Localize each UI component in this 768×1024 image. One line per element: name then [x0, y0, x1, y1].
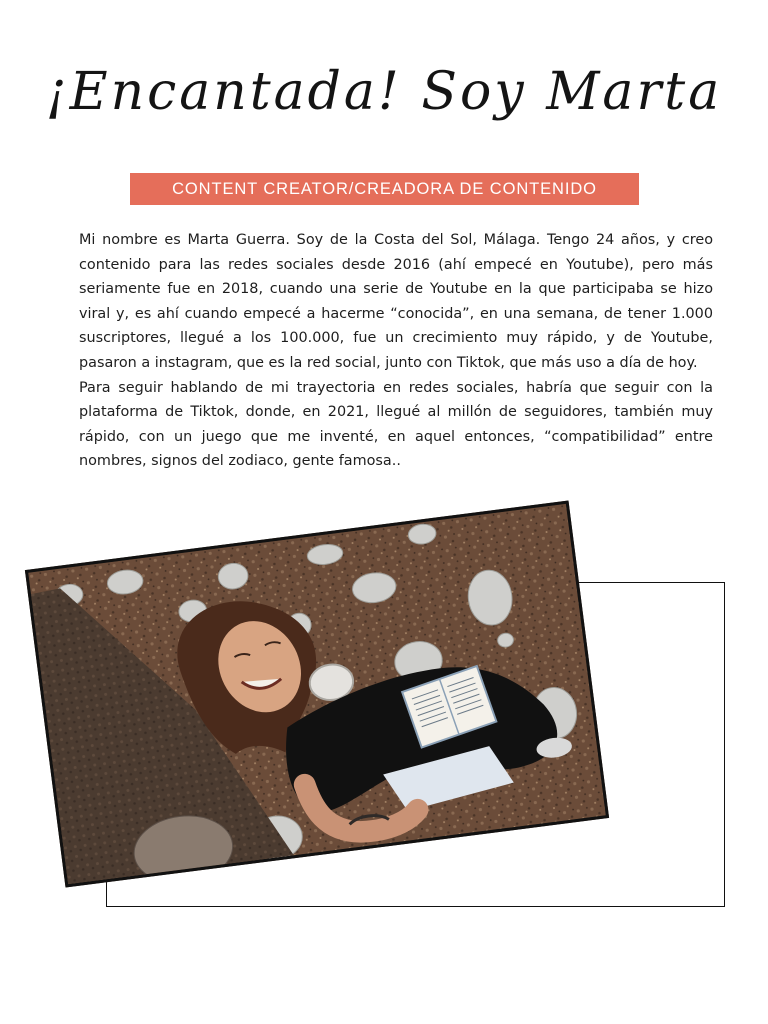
profile-photo-illustration — [28, 504, 606, 884]
bio-text — [79, 228, 713, 474]
bio-paragraph: Mi nombre es Marta Guerra. Soy de la Costa del Sol, Málaga. Tengo 24 años, y creo contenido para las redes sociales desde 2016 (ahí empecé en Youtube), pero más seriamente fue en 2018, cuando una serie de Youtube en la que participaba se hizo viral y, es ahí cuando empecé a hacerme “conocida”, en una semana, de tener 1.000 suscriptores, llegué a los 100.000, fue un crecimiento muy rápido, y de Youtube, pasaron a instagram, que es la red social, junto con Tiktok, que más uso a día de hoy. — [79, 232, 713, 371]
bio-paragraph: Para seguir hablando de mi trayectoria en redes sociales, habría que seguir con la plataforma de Tiktok, donde, en 2021, llegué al millón de seguidores, también muy rápido, con un juego que me inventé, en aquel entonces, “compatibilidad” entre nombres, signos del zodiaco, gente famosa.. — [79, 379, 713, 470]
page-title: ¡Encantada! Soy Marta — [45, 62, 723, 122]
role-badge: CONTENT CREATOR/CREADORA DE CONTENIDO — [130, 173, 639, 205]
